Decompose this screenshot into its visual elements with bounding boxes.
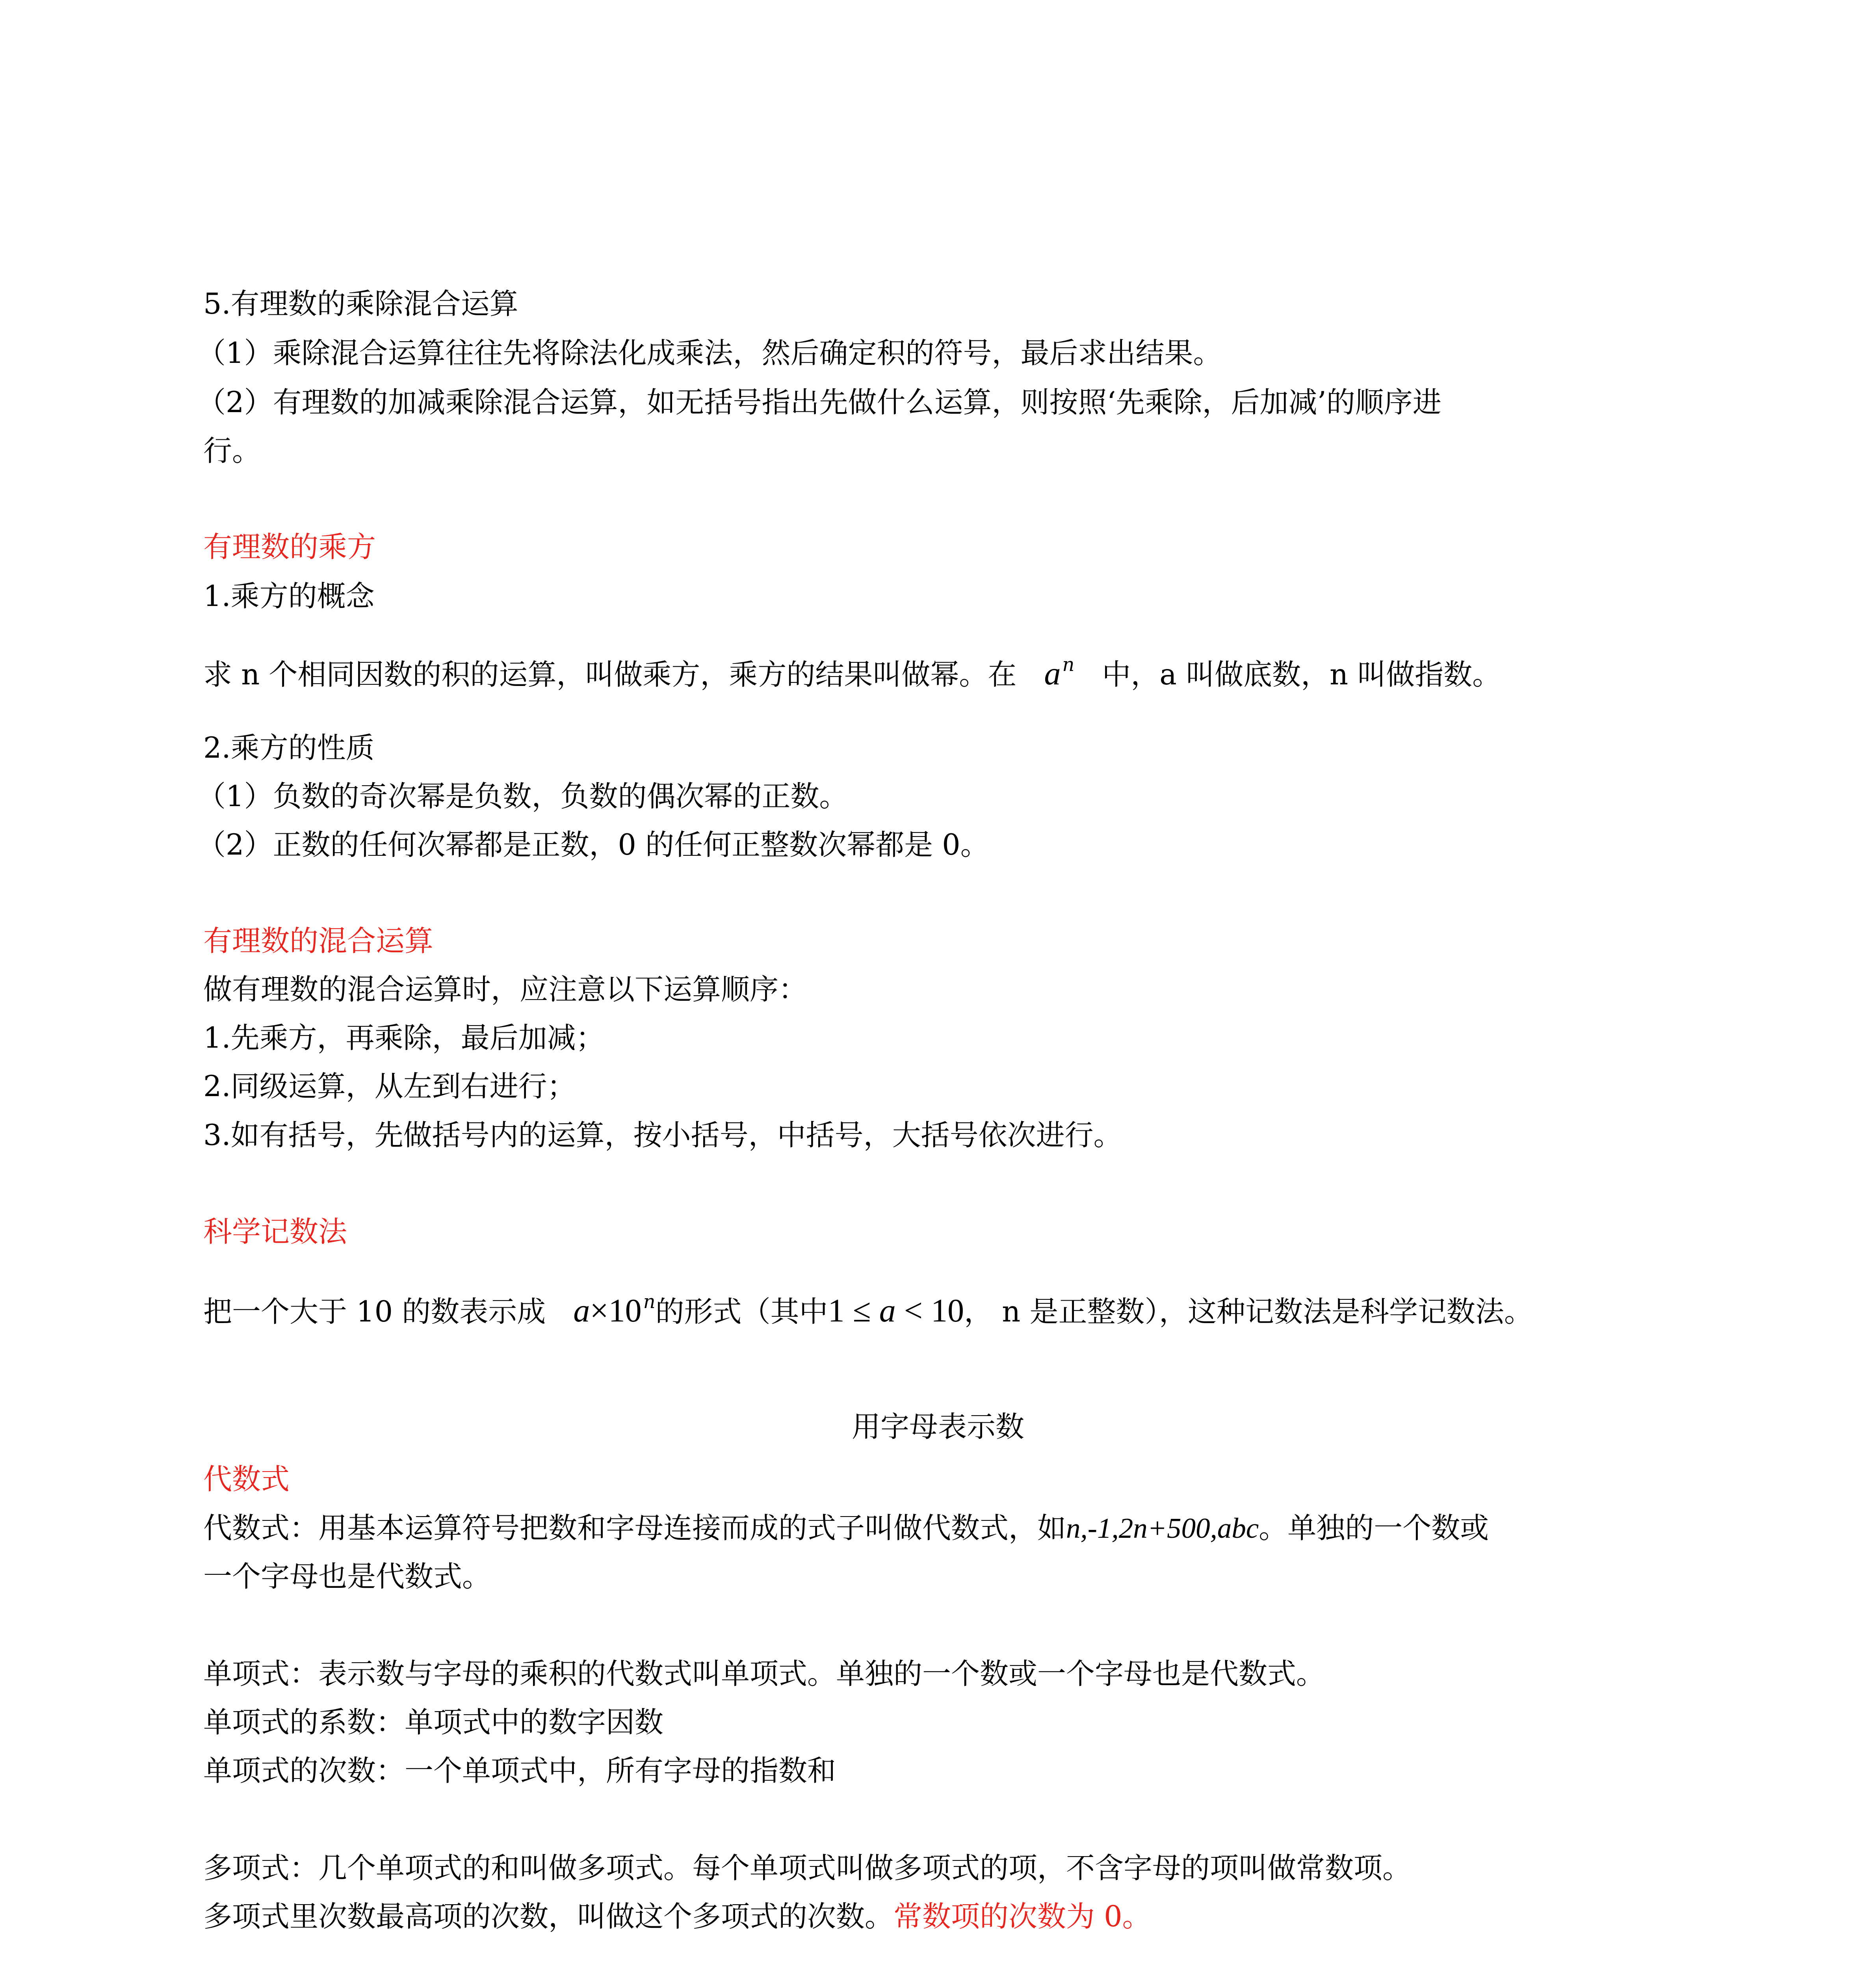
- paragraph: [203, 654, 1501, 692]
- paragraph: 多项式：几个单项式的和叫做多项式。每个单项式叫做多项式的项，不含字母的项叫做常数项。: [203, 1851, 1411, 1885]
- list-item: 1.先乘方，再乘除，最后加减；: [203, 1021, 605, 1055]
- math-condition: < 10: [895, 1292, 964, 1329]
- text: 的形式（其中: [655, 1295, 828, 1329]
- section-heading: 有理数的混合运算: [203, 924, 433, 958]
- math-exponent: n: [1062, 654, 1075, 676]
- subsection-title: 1.乘方的概念: [203, 580, 375, 613]
- math-a: a: [573, 1292, 590, 1329]
- paragraph: 行。: [203, 434, 261, 468]
- paragraph: [203, 1291, 1533, 1329]
- paragraph: 单项式：表示数与字母的乘积的代数式叫单项式。单独的一个数或一个字母也是代数式。: [203, 1657, 1325, 1691]
- text: 把一个大于 10 的数表示成: [203, 1295, 546, 1329]
- paragraph: 做有理数的混合运算时，应注意以下运算顺序：: [203, 973, 807, 1006]
- section-heading: 科学记数法: [203, 1215, 347, 1249]
- paragraph: 单项式的次数：一个单项式中，所有字母的指数和: [203, 1754, 836, 1788]
- paragraph: [203, 1511, 1489, 1545]
- text: 。单独的一个数或: [1259, 1511, 1489, 1545]
- text: 多项式里次数最高项的次数，叫做这个多项式的次数。: [203, 1900, 893, 1933]
- paragraph: 单项式的系数：单项式中的数字因数: [203, 1706, 663, 1739]
- math-exponent: n: [643, 1291, 656, 1313]
- paragraph: 一个字母也是代数式。: [203, 1560, 491, 1593]
- paragraph: （2）正数的任何次幂都是正数，0 的任何正整数次幂都是 0。: [197, 828, 989, 862]
- paragraph: [203, 1902, 1151, 1931]
- math-times-ten: ×10: [590, 1292, 642, 1329]
- paragraph: （2）有理数的加减乘除混合运算，如无括号指出先做什么运算，则按照‘先乘除，后加减’的顺序进: [197, 386, 1441, 419]
- paragraph: （1）负数的奇次幂是负数，负数的偶次幂的正数。: [197, 780, 848, 813]
- list-item: 2.同级运算，从左到右进行；: [203, 1070, 576, 1103]
- chapter-title: 用字母表示数: [852, 1410, 1024, 1444]
- list-item: 3.如有括号，先做括号内的运算，按小括号，中括号，大括号依次进行。: [203, 1119, 1122, 1152]
- math-a: a: [879, 1292, 896, 1329]
- text: 代数式：用基本运算符号把数和字母连接而成的式子叫做代数式，如: [203, 1511, 1066, 1545]
- subsection-title: 2.乘方的性质: [203, 731, 375, 765]
- text: ， n 是正整数），这种记数法是科学记数法。: [964, 1295, 1533, 1329]
- examples: n,-1,2n+500,abc: [1066, 1512, 1259, 1544]
- math-base: a: [1044, 655, 1061, 692]
- highlight-text: 常数项的次数为 0。: [893, 1900, 1151, 1933]
- math-condition: 1 ≤: [828, 1292, 879, 1329]
- text: 求 n 个相同因数的积的运算，叫做乘方，乘方的结果叫做幂。在: [203, 658, 1017, 691]
- section-heading: 代数式: [203, 1463, 290, 1496]
- section-heading: 有理数的乘方: [203, 530, 376, 564]
- text: 中，a 叫做底数，n 叫做指数。: [1102, 658, 1501, 691]
- section-title: 5.有理数的乘除混合运算: [203, 287, 518, 321]
- paragraph: （1）乘除混合运算往往先将除法化成乘法，然后确定积的符号，最后求出结果。: [197, 336, 1222, 370]
